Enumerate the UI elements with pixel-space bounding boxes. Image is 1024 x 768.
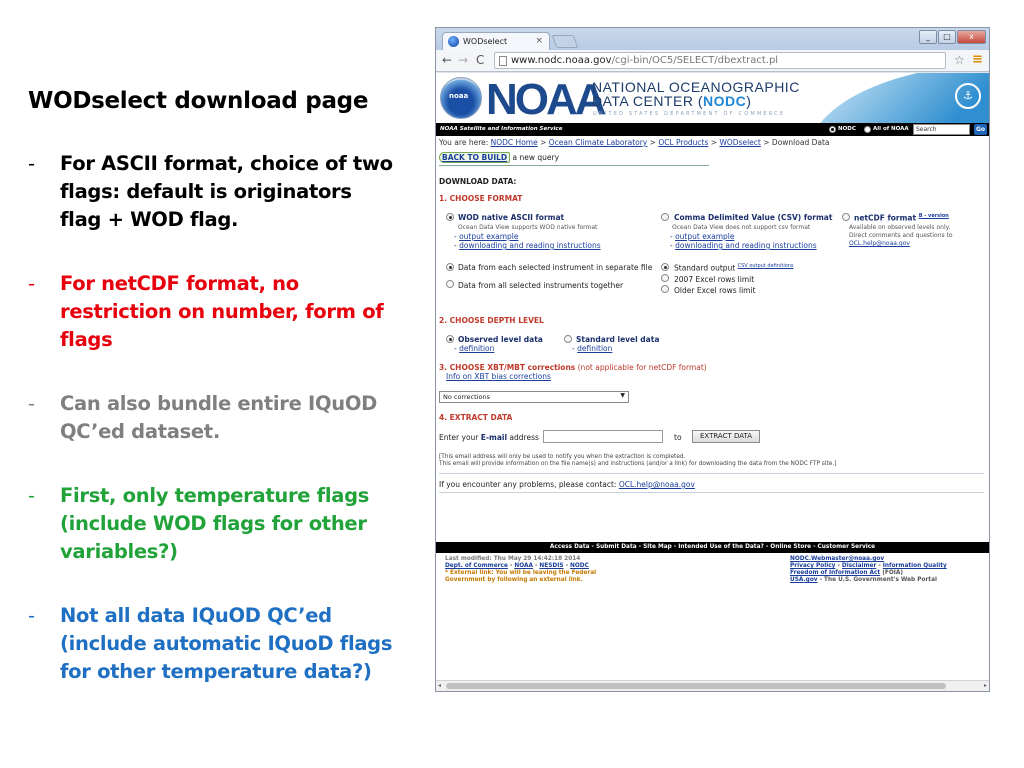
browser-window xyxy=(435,27,990,692)
search-all-noaa-label: All of NOAA xyxy=(873,126,909,132)
footer-nav-bar[interactable]: Access Data - Submit Data - Site Map - Intended Use of the Data? - Online Store - Customer Service xyxy=(436,542,989,553)
nodc-acronym: NODC xyxy=(703,93,747,109)
wod-ascii-radio[interactable] xyxy=(446,213,454,221)
slide-title: WODselect download page xyxy=(28,88,369,114)
standard-output-label: Standard output $^{CSV output definitions}$ xyxy=(674,263,794,273)
excel-older-radio[interactable] xyxy=(661,285,669,293)
instrument-separate-label: Data from each selected instrument in separate file xyxy=(458,263,653,272)
breadcrumb-wodselect[interactable]: WODselect xyxy=(719,138,761,147)
bullet-dash: - xyxy=(28,484,35,507)
bullet-dash: - xyxy=(28,392,35,415)
page-viewport xyxy=(436,73,989,681)
noaa-wordmark: NOAA xyxy=(486,75,604,123)
noaa-logo-icon[interactable] xyxy=(440,77,482,119)
breadcrumb-nodc-home[interactable]: NODC Home xyxy=(490,138,538,147)
observed-definition-link[interactable]: definition xyxy=(459,344,495,353)
nodc-name-line1: NATIONAL OCEANOGRAPHIC xyxy=(592,79,800,95)
breadcrumb: You are here: NODC Home > Ocean Climate Laboratory > OCL Products > WODselect > Download Data xyxy=(439,138,830,147)
minimize-button[interactable]: _ xyxy=(919,30,937,44)
csv-definitions-link[interactable]: CSV output definitions xyxy=(737,263,794,269)
nodc-name-line2: DATA CENTER (NODC) xyxy=(592,93,752,109)
corrections-selected: No corrections xyxy=(443,393,490,401)
page-icon xyxy=(499,56,507,66)
bullet-netcdf-flags xyxy=(28,270,398,354)
extract-data-button[interactable]: EXTRACT DATA xyxy=(692,430,760,443)
foia-line: Freedom of Information Act (FOIA) xyxy=(790,570,904,576)
bullet-temperature-flags xyxy=(28,482,398,566)
browser-toolbar xyxy=(436,50,989,72)
standard-level-title: Standard level data xyxy=(576,335,660,344)
excel-2007-label: 2007 Excel rows limit xyxy=(674,275,755,284)
csv-note: Ocean Data View does not support csv format xyxy=(672,224,811,231)
notice-line-2: This email will provide information on the file name(s) and instructions (and/or a link) for downloading the data from the NODC FTP site.] xyxy=(439,461,837,467)
privacy-policy-link[interactable]: Privacy Policy xyxy=(790,563,836,569)
email-input[interactable] xyxy=(543,430,663,443)
netcdf-note-1: Available on observed levels only. xyxy=(849,224,951,231)
wod-instructions-link[interactable]: downloading and reading instructions xyxy=(459,241,601,250)
tab-title: WODselect xyxy=(463,37,508,46)
horizontal-scrollbar[interactable] xyxy=(436,680,989,691)
bullet-dash: - xyxy=(28,152,35,175)
back-to-build-link[interactable]: BACK TO BUILD xyxy=(439,152,510,163)
new-tab-button[interactable] xyxy=(552,35,579,48)
noaa-link[interactable]: NOAA xyxy=(514,563,533,569)
webmaster-email-link[interactable]: NODC.Webmaster@noaa.gov xyxy=(790,556,885,562)
divider xyxy=(439,492,984,493)
section-depth-level: 2. CHOOSE DEPTH LEVEL xyxy=(439,316,544,325)
breadcrumb-ocl[interactable]: Ocean Climate Laboratory xyxy=(548,138,648,147)
tab-close-icon[interactable]: × xyxy=(535,36,543,46)
divider xyxy=(439,165,709,166)
reload-icon[interactable]: C xyxy=(476,53,485,67)
csv-output-example: - output example xyxy=(670,232,735,241)
noaa-favicon-icon xyxy=(448,36,459,47)
service-bar xyxy=(436,123,989,136)
csv-title: Comma Delimited Value (CSV) format xyxy=(674,213,833,222)
email-label: Enter your E-mail address xyxy=(439,433,539,442)
information-quality-link[interactable]: Information Quality xyxy=(882,563,947,569)
instrument-together-radio[interactable] xyxy=(446,280,454,288)
noaa-header xyxy=(436,73,989,123)
excel-2007-radio[interactable] xyxy=(661,274,669,282)
standard-definition-link[interactable]: definition xyxy=(577,344,613,353)
csv-instructions-link[interactable]: downloading and reading instructions xyxy=(675,241,817,250)
bullet-text: First, only temperature flags (include WOD flags for other variables?) xyxy=(60,484,370,563)
csv-output-example-link[interactable]: output example xyxy=(675,232,735,241)
wod-output-example: - output example xyxy=(454,232,519,241)
standard-level-radio[interactable] xyxy=(564,335,572,343)
usagov-link[interactable]: USA.gov xyxy=(790,577,818,583)
service-label: NOAA Satellite and Information Service xyxy=(440,126,563,132)
usagov-line: USA.gov - The U.S. Government's Web Portal xyxy=(790,577,937,583)
footer-agency-links: Dept. of Commerce - NOAA - NESDIS - NODC xyxy=(445,563,589,569)
section-choose-format: 1. CHOOSE FORMAT xyxy=(439,194,523,203)
commerce-seal-icon[interactable]: ⚓ xyxy=(955,83,981,109)
search-go-button[interactable]: Go xyxy=(975,126,986,133)
bullet-automatic-flags xyxy=(28,602,398,686)
footer-policy-links: Privacy Policy - Disclaimer - Information Quality xyxy=(790,563,947,569)
bookmark-star-icon[interactable]: ☆ xyxy=(954,53,965,67)
nesdis-link[interactable]: NESDIS xyxy=(539,563,564,569)
scroll-right-icon[interactable]: ▸ xyxy=(983,682,987,689)
excel-older-label: Older Excel rows limit xyxy=(674,286,756,295)
netcdf-title: netCDF format $^{B - version}$ xyxy=(854,213,949,223)
xbt-info xyxy=(446,372,551,381)
bullet-dash: - xyxy=(28,272,35,295)
netcdf-note-2: Direct comments and questions to xyxy=(849,232,953,239)
contact-email-link[interactable]: OCL.help@noaa.gov xyxy=(618,480,695,489)
back-to-build: BACK TO BUILD a new query xyxy=(439,152,559,163)
chevron-down-icon: ▼ xyxy=(620,392,625,399)
to-label: to xyxy=(674,433,682,442)
netcdf-help-email-link[interactable]: OCL.help@noaa.gov xyxy=(849,240,910,247)
search-all-noaa-radio[interactable] xyxy=(864,126,871,133)
site-search-input[interactable]: Search xyxy=(913,124,970,135)
corrections-select[interactable] xyxy=(439,391,629,403)
browser-menu-icon[interactable]: ≡ xyxy=(972,52,983,67)
observed-level-title: Observed level data xyxy=(458,335,543,344)
contact-line: If you encounter any problems, please contact: OCL.help@noaa.gov xyxy=(439,480,695,489)
scrollbar-thumb[interactable] xyxy=(446,683,946,689)
standard-definition: - definition xyxy=(572,344,613,353)
external-link-note-1: * External link: You will be leaving the Federal xyxy=(445,570,597,576)
search-nodc-label: NODC xyxy=(838,126,856,132)
instrument-together-label: Data from all selected instruments together xyxy=(458,281,624,290)
maximize-button[interactable]: □ xyxy=(938,30,956,44)
breadcrumb-ocl-products[interactable]: OCL Products xyxy=(658,138,709,147)
url-host: www.nodc.noaa.gov xyxy=(511,55,612,66)
wod-instructions: - downloading and reading instructions xyxy=(454,241,601,250)
department-subtitle: UNITED STATES DEPARTMENT OF COMMERCE xyxy=(593,111,786,117)
divider xyxy=(439,473,984,474)
back-arrow-icon[interactable]: ← xyxy=(442,53,453,67)
disclaimer-link[interactable]: Disclaimer xyxy=(841,563,877,569)
csv-instructions: - downloading and reading instructions xyxy=(670,241,817,250)
download-heading: DOWNLOAD DATA: xyxy=(439,177,517,186)
bullet-ascii-flags xyxy=(28,150,398,234)
scroll-left-icon[interactable]: ◂ xyxy=(438,682,442,689)
browser-tab[interactable] xyxy=(442,32,550,50)
breadcrumb-current: Download Data xyxy=(771,138,830,147)
notice-line-1: [This email address will only be used to notify you when the extraction is completed. xyxy=(439,454,686,460)
netcdf-radio[interactable] xyxy=(842,213,850,221)
last-modified: Last modified: Thu May 29 14:42:18 2014 xyxy=(445,556,581,562)
bullet-dash: - xyxy=(28,604,35,627)
bullet-text: For ASCII format, choice of two flags: default is originators flag + WOD flag. xyxy=(60,152,393,231)
external-link-note-2: Government by following an external link. xyxy=(445,577,583,583)
section-xbt-corrections: 3. CHOOSE XBT/MBT corrections (not applicable for netCDF format) xyxy=(439,363,707,372)
nodc-link[interactable]: NODC xyxy=(570,563,589,569)
bullet-text: Can also bundle entire IQuOD QC’ed dataset. xyxy=(60,392,377,443)
csv-radio[interactable] xyxy=(661,213,669,221)
url-path: /cgi-bin/OC5/SELECT/dbextract.pl xyxy=(611,55,779,66)
bullet-iquod-bundle xyxy=(28,390,398,446)
netcdf-version-link[interactable]: B - version xyxy=(918,213,949,219)
standard-output-radio[interactable] xyxy=(661,263,669,271)
bullet-text: Not all data IQuOD QC’ed (include automatic IQuoD flags for other temperature data?) xyxy=(60,604,393,683)
wod-ascii-note: Ocean Data View supports WOD native format xyxy=(458,224,598,231)
xbt-info-link[interactable]: Info on XBT bias corrections xyxy=(446,372,551,381)
title-bar xyxy=(436,28,989,50)
bullet-text: For netCDF format, no restriction on number, form of flags xyxy=(60,272,384,351)
search-nodc-radio[interactable] xyxy=(829,126,836,133)
noaa-logo-text: noaa xyxy=(449,92,469,100)
foia-link[interactable]: Freedom of Information Act xyxy=(790,570,881,576)
close-window-button[interactable]: x xyxy=(957,30,986,44)
instrument-separate-radio[interactable] xyxy=(446,263,454,271)
wod-output-example-link[interactable]: output example xyxy=(459,232,519,241)
forward-arrow-icon[interactable]: → xyxy=(458,53,469,67)
address-bar[interactable] xyxy=(494,52,946,69)
section-extract-data: 4. EXTRACT DATA xyxy=(439,413,513,422)
observed-level-radio[interactable] xyxy=(446,335,454,343)
dept-commerce-link[interactable]: Dept. of Commerce xyxy=(445,563,508,569)
bullet-list xyxy=(28,150,398,686)
observed-definition: - definition xyxy=(454,344,495,353)
wod-ascii-title: WOD native ASCII format xyxy=(458,213,565,222)
